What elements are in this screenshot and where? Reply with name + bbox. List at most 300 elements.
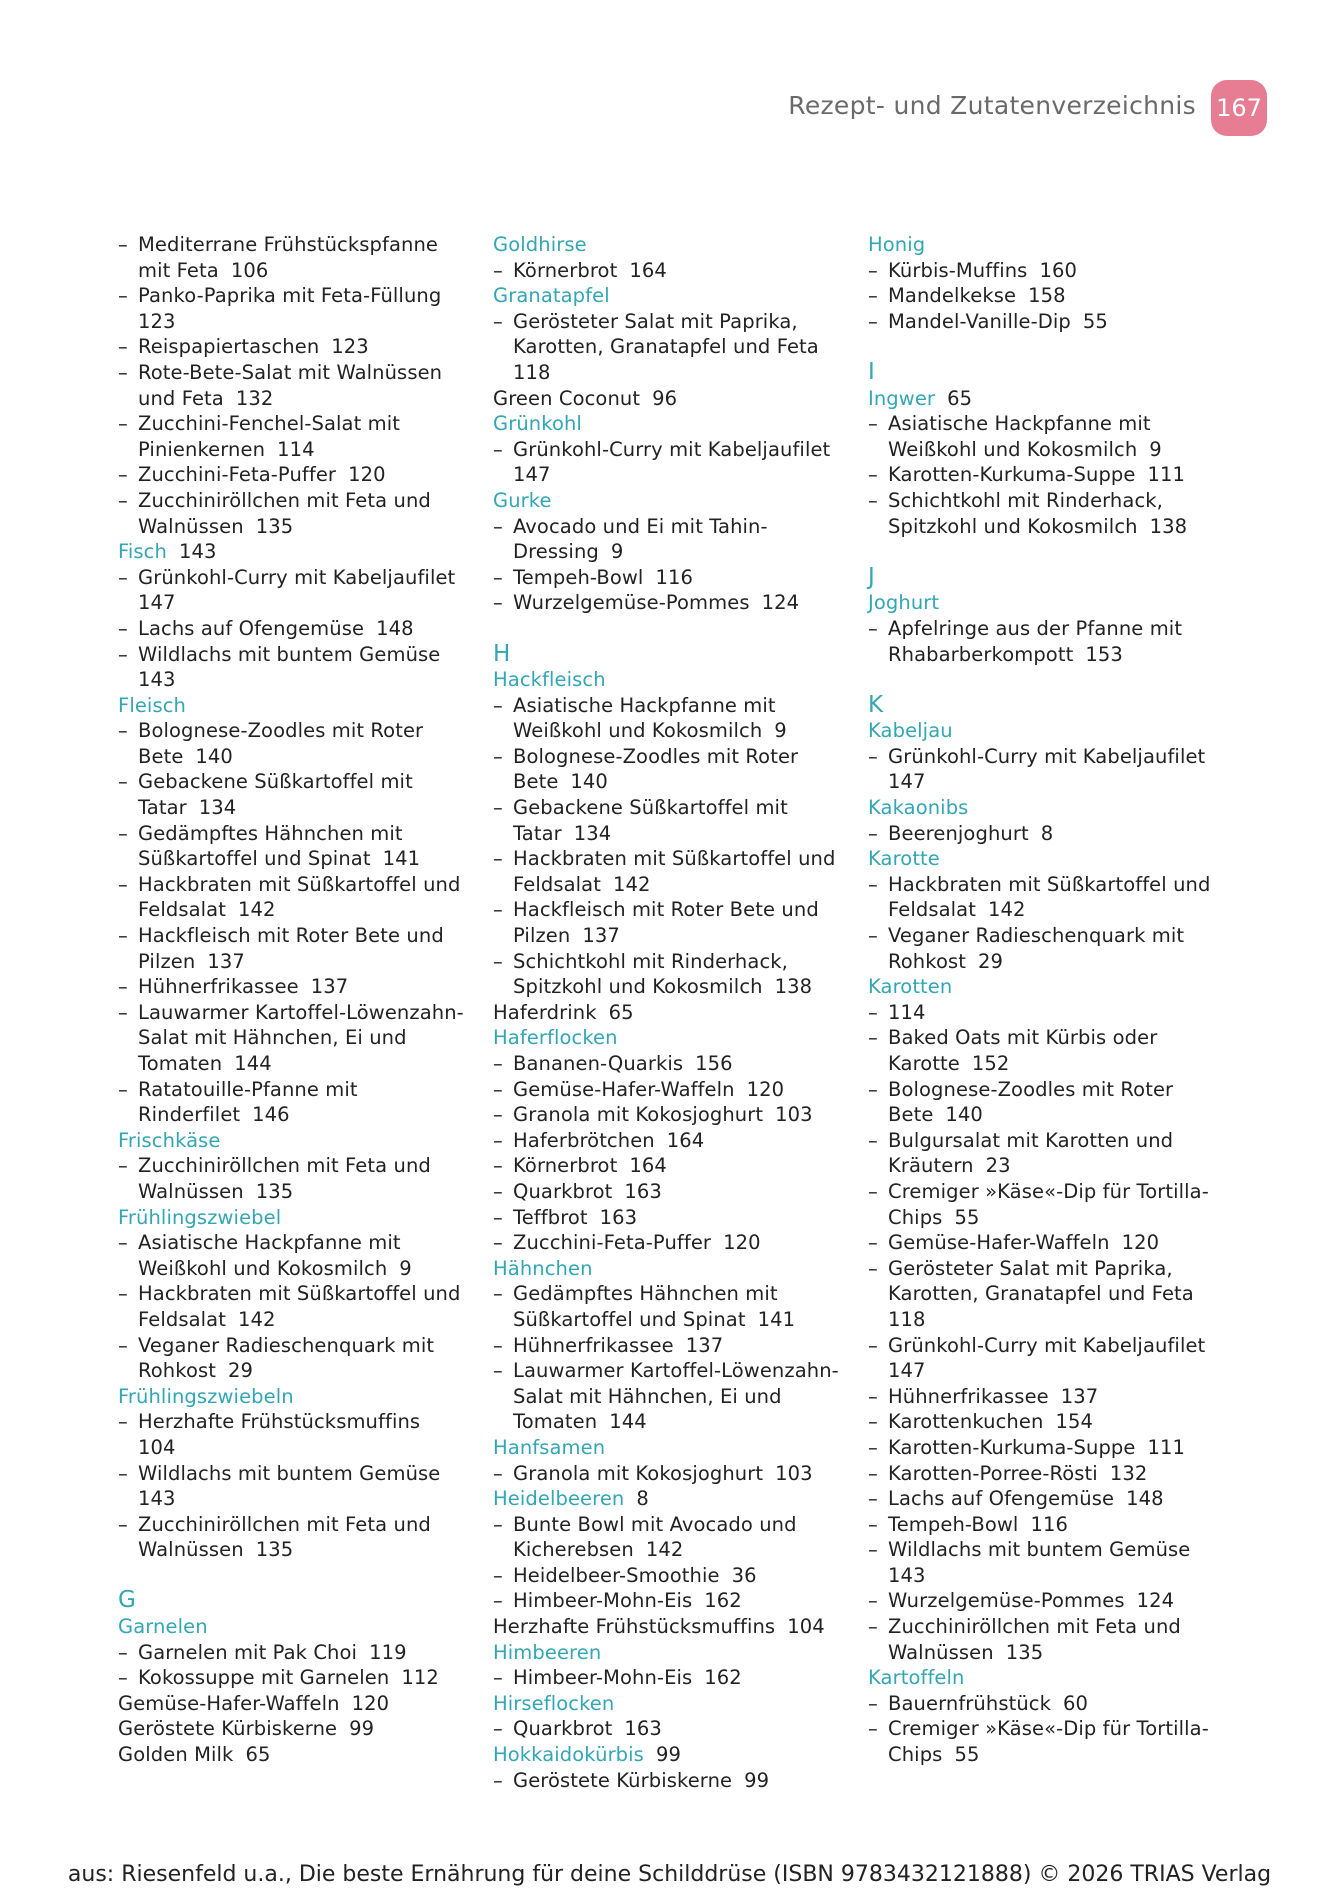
entry-text: Zucchiniröllchen mit Feta und <box>138 1154 431 1178</box>
entry-text: Rohkost <box>888 949 966 973</box>
index-subentry-continuation <box>868 949 1223 975</box>
entry-text: Mandelkekse <box>888 284 1017 308</box>
page-reference: 103 <box>775 1103 813 1127</box>
dash-marker: – <box>868 1179 878 1203</box>
page-reference: 124 <box>1136 1589 1175 1613</box>
index-subentry <box>868 411 1223 437</box>
entry-text: Bete <box>888 1103 934 1127</box>
entry-text: Green Coconut <box>493 386 641 410</box>
page-reference: 8 <box>1040 821 1054 845</box>
page-reference: 124 <box>761 591 800 615</box>
entry-text: Quarkbrot <box>513 1717 613 1741</box>
dash-marker: – <box>493 258 503 282</box>
page-reference: 140 <box>570 770 608 794</box>
page-reference: 123 <box>138 309 176 333</box>
dash-marker: – <box>868 1231 878 1255</box>
entry-text: Golden Milk <box>118 1743 234 1767</box>
dash-marker: – <box>868 1512 878 1536</box>
index-subentry <box>868 1025 1223 1051</box>
index-subentry <box>868 616 1223 642</box>
dash-marker: – <box>493 1154 503 1178</box>
index-subentry-continuation <box>118 1256 473 1282</box>
entry-text: Kakaonibs <box>868 796 969 820</box>
page-reference: 118 <box>888 1307 926 1331</box>
entry-text: Gedämpftes Hähnchen mit <box>513 1282 778 1306</box>
index-subentry-continuation <box>118 1051 473 1077</box>
dash-marker: – <box>868 1077 878 1101</box>
index-subentry <box>868 1716 1223 1742</box>
entry-text: Gerösteter Salat mit Paprika, <box>513 309 798 333</box>
index-subentry <box>493 1153 848 1179</box>
entry-text: Mediterrane Frühstückspfanne <box>138 233 439 256</box>
entry-text: Heidelbeeren <box>493 1487 625 1511</box>
entry-text: Rhabarberkompott <box>888 642 1074 666</box>
entry-text: Bete <box>513 770 559 794</box>
entry-text: Weißkohl und Kokosmilch <box>888 437 1138 461</box>
index-subentry <box>868 1077 1223 1103</box>
index-subentry <box>493 897 848 923</box>
index-subentry-continuation <box>868 1281 1223 1307</box>
dash-marker: – <box>868 1589 878 1613</box>
index-subentry <box>868 258 1223 284</box>
dash-marker: – <box>493 847 503 871</box>
page-reference: 120 <box>723 1231 761 1255</box>
index-keyword <box>493 411 848 437</box>
entry-text: Rinderfilet <box>138 1103 241 1127</box>
index-subentry <box>493 949 848 975</box>
entry-text: Karotten-Kurkuma-Suppe <box>888 463 1136 487</box>
entry-text: Karotten, Granatapfel und Feta <box>513 335 819 359</box>
page-reference: 138 <box>1149 514 1188 538</box>
index-subentry <box>118 1512 473 1538</box>
entry-text: Bulgursalat mit Karotten und <box>888 1128 1174 1152</box>
index-entry <box>493 386 848 412</box>
dash-marker: – <box>493 1231 503 1255</box>
index-subentry-continuation <box>493 539 848 565</box>
page-reference: 114 <box>277 437 315 461</box>
dash-marker: – <box>118 412 128 436</box>
page-reference: 135 <box>255 1538 294 1562</box>
page-reference: 132 <box>1109 1461 1148 1485</box>
dash-marker: – <box>118 1333 128 1357</box>
dash-marker: – <box>118 1077 128 1101</box>
page-reference: 112 <box>401 1666 439 1690</box>
page-reference: 116 <box>1030 1512 1068 1536</box>
entry-text: Gemüse-Hafer-Waffeln <box>513 1077 735 1101</box>
dash-marker: – <box>868 1256 878 1280</box>
index-subentry <box>493 1716 848 1742</box>
entry-text: Karottenkuchen <box>888 1410 1044 1434</box>
index-subentry-continuation <box>118 897 473 923</box>
dash-marker: – <box>493 1103 503 1127</box>
entry-text: Pinienkernen <box>138 437 266 461</box>
letter-label: G <box>118 1587 136 1614</box>
entry-text: Spitzkohl und Kokosmilch <box>888 514 1138 538</box>
entry-text: Bete <box>138 744 184 768</box>
page-reference: 146 <box>252 1103 290 1127</box>
index-subentry-continuation <box>118 667 473 693</box>
index-keyword <box>118 1614 473 1640</box>
page-reference: 143 <box>138 1487 176 1511</box>
index-subentry <box>868 1691 1223 1717</box>
index-subentry-continuation <box>868 1102 1223 1128</box>
dash-marker: – <box>868 258 878 282</box>
index-subentry-continuation <box>118 846 473 872</box>
entry-text: Salat mit Hähnchen, Ei und <box>513 1384 782 1408</box>
index-keyword <box>118 1128 473 1154</box>
index-subentry <box>118 283 473 309</box>
entry-text: Feldsalat <box>138 898 226 922</box>
dash-marker: – <box>493 693 503 717</box>
page-reference: 96 <box>652 386 678 410</box>
index-subentry <box>493 1205 848 1231</box>
index-subentry-continuation <box>493 769 848 795</box>
index-subentry <box>868 1000 1223 1026</box>
index-subentry-continuation <box>118 1486 473 1512</box>
dash-marker: – <box>493 1077 503 1101</box>
letter-label: K <box>868 691 884 718</box>
entry-text: Walnüssen <box>138 1179 244 1203</box>
dash-marker: – <box>493 1768 503 1792</box>
index-subentry <box>493 1051 848 1077</box>
entry-text: Herzhafte Frühstücksmuffins <box>138 1410 421 1434</box>
page-reference: 29 <box>228 1359 254 1383</box>
entry-text: Frühlingszwiebel <box>118 1205 282 1229</box>
entry-text: Walnüssen <box>138 1538 244 1562</box>
dash-marker: – <box>493 898 503 922</box>
dash-marker: – <box>493 1359 503 1383</box>
index-subentry <box>118 923 473 949</box>
page-reference: 36 <box>731 1563 757 1587</box>
page-reference: 99 <box>744 1768 770 1792</box>
entry-text: Granola mit Kokosjoghurt <box>513 1461 764 1485</box>
entry-text: Zucchini-Fenchel-Salat mit <box>138 412 400 436</box>
page-reference: 137 <box>582 924 620 948</box>
page-reference: 162 <box>704 1589 742 1613</box>
entry-text: Kabeljau <box>868 719 953 743</box>
entry-text: Apfelringe aus der Pfanne mit <box>888 616 1183 640</box>
page-reference: 164 <box>629 1154 667 1178</box>
index-subentry-continuation <box>493 1307 848 1333</box>
entry-text: Bolognese-Zoodles mit Roter <box>138 719 424 743</box>
dash-marker: – <box>118 1231 128 1255</box>
entry-text: Hackfleisch <box>493 668 606 692</box>
entry-text: Frühlingszwiebeln <box>118 1384 294 1408</box>
index-subentry-continuation <box>118 744 473 770</box>
index-subentry <box>118 411 473 437</box>
page-reference: 65 <box>947 386 973 410</box>
dash-marker: – <box>493 744 503 768</box>
entry-text: Tatar <box>138 796 187 820</box>
page-reference: 147 <box>138 591 176 615</box>
entry-text: Cremiger »Käse«-Dip für Tortilla- <box>888 1179 1209 1203</box>
index-subentry <box>868 1333 1223 1359</box>
entry-text: und Feta <box>138 386 224 410</box>
entry-text: Goldhirse <box>493 233 587 256</box>
page-reference: 143 <box>138 668 176 692</box>
index-keyword <box>493 1640 848 1666</box>
index-letter-heading <box>868 360 1223 386</box>
index-subentry <box>493 1358 848 1384</box>
index-subentry-continuation <box>493 923 848 949</box>
dash-marker: – <box>118 872 128 896</box>
index-subentry <box>118 334 473 360</box>
index-subentry-continuation <box>493 1537 848 1563</box>
page-reference: 140 <box>195 744 233 768</box>
index-subentry <box>118 232 473 258</box>
dash-marker: – <box>493 1512 503 1536</box>
dash-marker: – <box>868 1487 878 1511</box>
index-entry <box>493 1614 848 1640</box>
dash-marker: – <box>868 1128 878 1152</box>
page-reference: 104 <box>138 1435 176 1459</box>
index-subentry-continuation <box>868 1742 1223 1768</box>
dash-marker: – <box>868 1000 878 1024</box>
dash-marker: – <box>493 1282 503 1306</box>
index-subentry <box>493 1588 848 1614</box>
entry-text: Joghurt <box>868 591 940 615</box>
entry-text: Walnüssen <box>888 1640 994 1664</box>
page-reference: 116 <box>655 565 693 589</box>
index-subentry <box>868 821 1223 847</box>
page-reference: 111 <box>1147 1435 1186 1459</box>
dash-marker: – <box>118 924 128 948</box>
page-reference: 60 <box>1063 1691 1089 1715</box>
page-reference: 119 <box>369 1640 407 1664</box>
entry-text: Wildlachs mit buntem Gemüse <box>888 1538 1191 1562</box>
entry-text: Lauwarmer Kartoffel-Löwenzahn- <box>513 1359 839 1383</box>
index-subentry <box>118 769 473 795</box>
dash-marker: – <box>118 975 128 999</box>
index-keyword <box>868 846 1223 872</box>
entry-text: Schichtkohl mit Rinderhack, <box>888 488 1163 512</box>
entry-text: Gerösteter Salat mit Paprika, <box>888 1256 1173 1280</box>
entry-text: Kokossuppe mit Garnelen <box>138 1666 390 1690</box>
entry-text: Veganer Radieschenquark mit <box>888 924 1185 948</box>
index-subentry <box>118 565 473 591</box>
index-subentry-continuation <box>118 1358 473 1384</box>
index-subentry <box>493 1128 848 1154</box>
entry-text: Hackbraten mit Süßkartoffel und <box>513 847 836 871</box>
dash-marker: – <box>118 360 128 384</box>
entry-text: Lauwarmer Kartoffel-Löwenzahn- <box>138 1000 464 1024</box>
source-footer: aus: Riesenfeld u.a., Die beste Ernährung für deine Schilddrüse (ISBN 9783432121888) © 2026 TRIAS Verlag <box>67 1862 1272 1887</box>
dash-marker: – <box>868 872 878 896</box>
entry-text: Herzhafte Frühstücksmuffins <box>493 1615 776 1639</box>
index-entry <box>118 1742 473 1768</box>
index-subentry <box>118 1640 473 1666</box>
index-subentry <box>118 462 473 488</box>
index-subentry <box>118 1461 473 1487</box>
letter-gap <box>868 667 1223 693</box>
index-subentry <box>493 514 848 540</box>
index-subentry <box>493 846 848 872</box>
dash-marker: – <box>868 1384 878 1408</box>
dash-marker: – <box>118 642 128 666</box>
index-letter-heading <box>493 642 848 668</box>
entry-text: Frischkäse <box>118 1128 221 1152</box>
page-reference: 142 <box>612 872 651 896</box>
index-keyword <box>493 283 848 309</box>
entry-text: Feldsalat <box>888 898 976 922</box>
dash-marker: – <box>493 1052 503 1075</box>
dash-marker: – <box>868 1461 878 1485</box>
page-reference: 142 <box>237 1307 276 1331</box>
letter-label: I <box>868 358 875 385</box>
page-reference: 143 <box>888 1563 926 1587</box>
entry-text: Geröstete Kürbiskerne <box>118 1717 338 1741</box>
page-reference: 147 <box>888 1359 926 1383</box>
entry-text: Grünkohl-Curry mit Kabeljaufilet <box>513 437 831 461</box>
entry-text: Chips <box>888 1743 943 1767</box>
index-subentry <box>118 1000 473 1026</box>
dash-marker: – <box>493 591 503 615</box>
entry-text: Wildlachs mit buntem Gemüse <box>138 1461 441 1485</box>
section-title: Rezept- und Zutatenverzeichnis <box>788 91 1196 120</box>
dash-marker: – <box>118 1282 128 1306</box>
entry-text: Gurke <box>493 488 552 512</box>
entry-text: Kicherebsen <box>513 1538 634 1562</box>
entry-text: Hackbraten mit Süßkartoffel und <box>138 1282 461 1306</box>
index-keyword <box>868 232 1223 258</box>
page-reference: 140 <box>945 1103 983 1127</box>
index-subentry <box>493 1665 848 1691</box>
entry-text: Feldsalat <box>138 1307 226 1331</box>
dash-marker: – <box>118 488 128 512</box>
page-reference: 164 <box>629 258 667 282</box>
dash-marker: – <box>493 1666 503 1690</box>
entry-text: Hackbraten mit Süßkartoffel und <box>138 872 461 896</box>
entry-text: Hackfleisch mit Roter Bete und <box>513 898 819 922</box>
entry-text: Rote-Bete-Salat mit Walnüssen <box>138 360 443 384</box>
index-subentry <box>118 1665 473 1691</box>
dash-marker: – <box>118 821 128 845</box>
page-reference: 99 <box>655 1743 681 1767</box>
index-letter-heading <box>118 1588 473 1614</box>
page-reference: 137 <box>310 975 349 999</box>
entry-text: Zucchini-Feta-Puffer <box>138 463 337 487</box>
page-reference: 111 <box>1147 463 1186 487</box>
page-reference: 154 <box>1055 1410 1093 1434</box>
entry-text: Gebackene Süßkartoffel mit <box>513 796 788 820</box>
entry-text: Kürbis-Muffins <box>888 258 1028 282</box>
entry-text: Grünkohl-Curry mit Kabeljaufilet <box>138 565 456 589</box>
page-reference: 9 <box>399 1256 412 1280</box>
index-subentry-continuation <box>493 974 848 1000</box>
entry-text: Zucchiniröllchen mit Feta und <box>888 1615 1181 1639</box>
entry-text: Geröstete Kürbiskerne <box>513 1768 733 1792</box>
entry-text: Hühnerfrikassee <box>888 1384 1049 1408</box>
page-reference: 134 <box>198 796 237 820</box>
entry-text: Karotte <box>868 847 940 871</box>
index-keyword <box>493 667 848 693</box>
entry-text: Cremiger »Käse«-Dip für Tortilla- <box>888 1717 1209 1741</box>
entry-text: Hühnerfrikassee <box>138 975 299 999</box>
index-subentry-continuation <box>493 360 848 386</box>
entry-text: Karotten <box>868 975 953 999</box>
index-keyword <box>868 974 1223 1000</box>
entry-text: Bolognese-Zoodles mit Roter <box>513 744 799 768</box>
index-subentry <box>118 642 473 668</box>
page-reference: 9 <box>774 719 787 743</box>
entry-text: Karotten-Kurkuma-Suppe <box>888 1435 1136 1459</box>
index-column-2 <box>493 232 848 1793</box>
dash-marker: – <box>868 1435 878 1459</box>
entry-text: Karotten-Porree-Rösti <box>888 1461 1098 1485</box>
index-subentry-continuation <box>868 437 1223 463</box>
dash-marker: – <box>868 1026 878 1050</box>
index-subentry-continuation <box>493 1409 848 1435</box>
dash-marker: – <box>118 1640 128 1664</box>
entry-text: Zucchiniröllchen mit Feta und <box>138 1512 431 1536</box>
dash-marker: – <box>118 1000 128 1024</box>
page-reference: 106 <box>230 258 269 282</box>
index-subentry <box>868 872 1223 898</box>
index-subentry <box>493 1461 848 1487</box>
dash-marker: – <box>118 335 128 359</box>
index-subentry-continuation <box>493 872 848 898</box>
page-reference: 9 <box>1149 437 1162 461</box>
index-keyword <box>868 386 1223 412</box>
entry-text: Tempeh-Bowl <box>888 1512 1019 1536</box>
index-subentry-continuation <box>868 897 1223 923</box>
entry-text: Garnelen mit Pak Choi <box>138 1640 358 1664</box>
dash-marker: – <box>118 233 128 256</box>
dash-marker: – <box>868 924 878 948</box>
page-reference: 141 <box>757 1307 796 1331</box>
index-subentry <box>118 360 473 386</box>
entry-text: Beerenjoghurt <box>888 821 1029 845</box>
dash-marker: – <box>868 309 878 333</box>
entry-text: Wildlachs mit buntem Gemüse <box>138 642 441 666</box>
entry-text: Himbeer-Mohn-Eis <box>513 1666 693 1690</box>
page-reference: 147 <box>513 463 551 487</box>
index-subentry-continuation <box>868 769 1223 795</box>
index-subentry-continuation <box>118 1102 473 1128</box>
index-subentry <box>868 1256 1223 1282</box>
page-reference: 103 <box>775 1461 813 1485</box>
dash-marker: – <box>118 1154 128 1178</box>
index-subentry-continuation <box>868 1307 1223 1333</box>
entry-text: Pilzen <box>138 949 196 973</box>
dash-marker: – <box>868 284 878 308</box>
page-reference: 120 <box>1121 1231 1160 1255</box>
dash-marker: – <box>493 1179 503 1203</box>
index-subentry <box>868 923 1223 949</box>
letter-gap <box>118 1563 473 1589</box>
page-reference: 163 <box>624 1179 662 1203</box>
page-reference: 134 <box>573 821 612 845</box>
index-subentry <box>118 488 473 514</box>
page-reference: 158 <box>1028 284 1066 308</box>
index-subentry <box>118 1333 473 1359</box>
index-subentry <box>493 437 848 463</box>
entry-text: Lachs auf Ofengemüse <box>888 1487 1115 1511</box>
page-reference: 132 <box>235 386 274 410</box>
index-subentry <box>868 1179 1223 1205</box>
page-reference: 144 <box>609 1410 647 1434</box>
index-subentry <box>868 1512 1223 1538</box>
dash-marker: – <box>493 565 503 589</box>
dash-marker: – <box>493 1563 503 1587</box>
page-reference: 163 <box>599 1205 638 1229</box>
letter-gap <box>868 539 1223 565</box>
page-reference: 137 <box>685 1333 724 1357</box>
entry-text: Hähnchen <box>493 1256 593 1280</box>
index-subentry <box>868 309 1223 335</box>
dash-marker: – <box>868 821 878 845</box>
index-subentry <box>493 565 848 591</box>
